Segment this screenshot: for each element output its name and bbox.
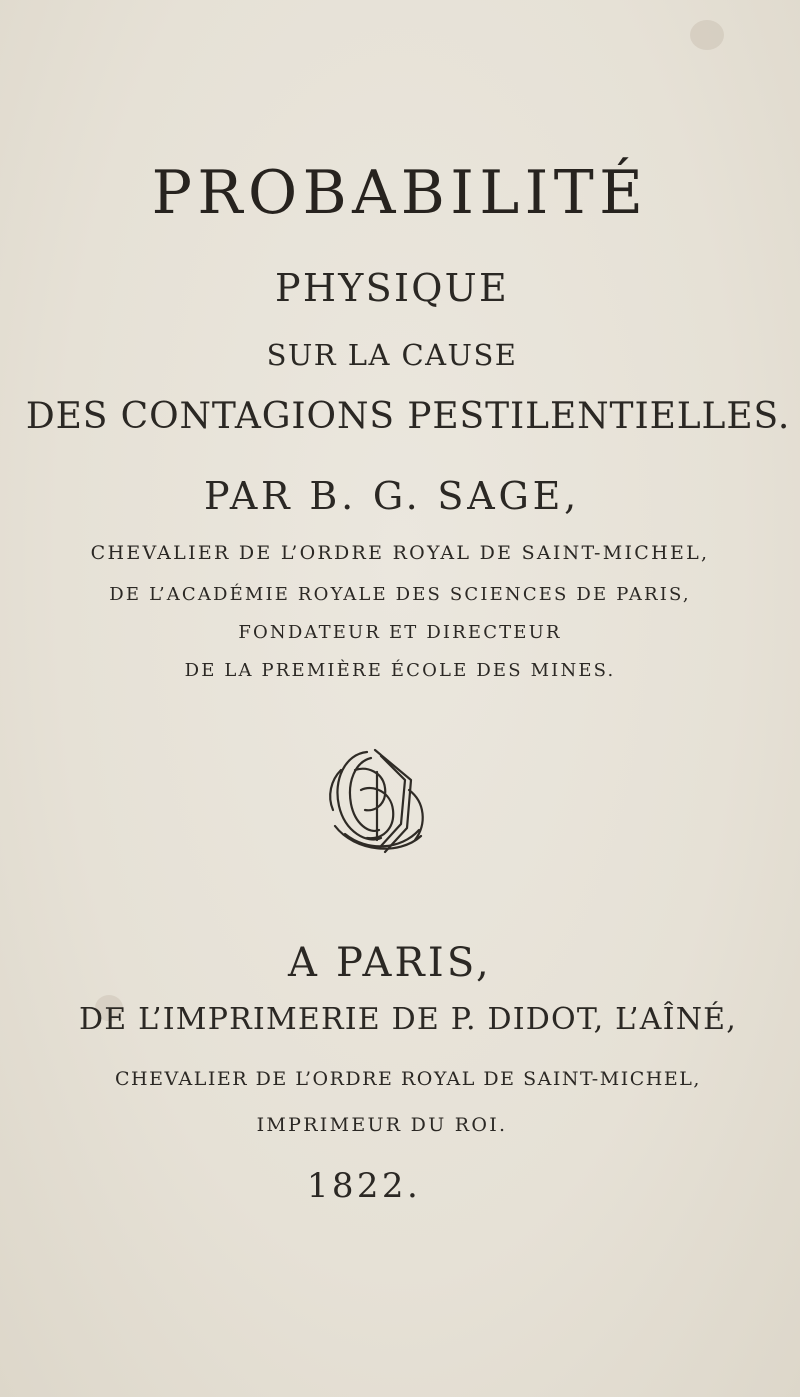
author-credential: FONDATEUR ET DIRECTEUR [238,622,562,643]
monogram-emblem-icon [315,740,445,870]
author-credential: CHEVALIER DE L’ORDRE ROYAL DE SAINT-MICHEL, [90,542,710,564]
book-subtitle: PHYSIQUE [275,266,509,310]
book-title: PROBABILITÉ [151,158,649,228]
subtitle-caption: SUR LA CAUSE [266,338,518,372]
author-credential: DE L’ACADÉMIE ROYALE DES SCIENCES DE PARIS, [109,584,691,605]
imprint-place: A PARIS, [288,940,492,986]
publication-year: 1822. [306,1166,422,1206]
author-credential: DE LA PREMIÈRE ÉCOLE DES MINES. [184,660,616,681]
imprint-printer-role: IMPRIMEUR DU ROI. [256,1114,508,1136]
subject-line: DES CONTAGIONS PESTILENTIELLES. [25,396,791,437]
imprint-printer-title: CHEVALIER DE L’ORDRE ROYAL DE SAINT-MICHEL, [115,1068,701,1090]
author-byline: PAR B. G. SAGE, [203,474,581,518]
foxing-stain [690,20,724,50]
imprint-printer: DE L’IMPRIMERIE DE P. DIDOT, L’AÎNÉ, [79,1002,737,1037]
